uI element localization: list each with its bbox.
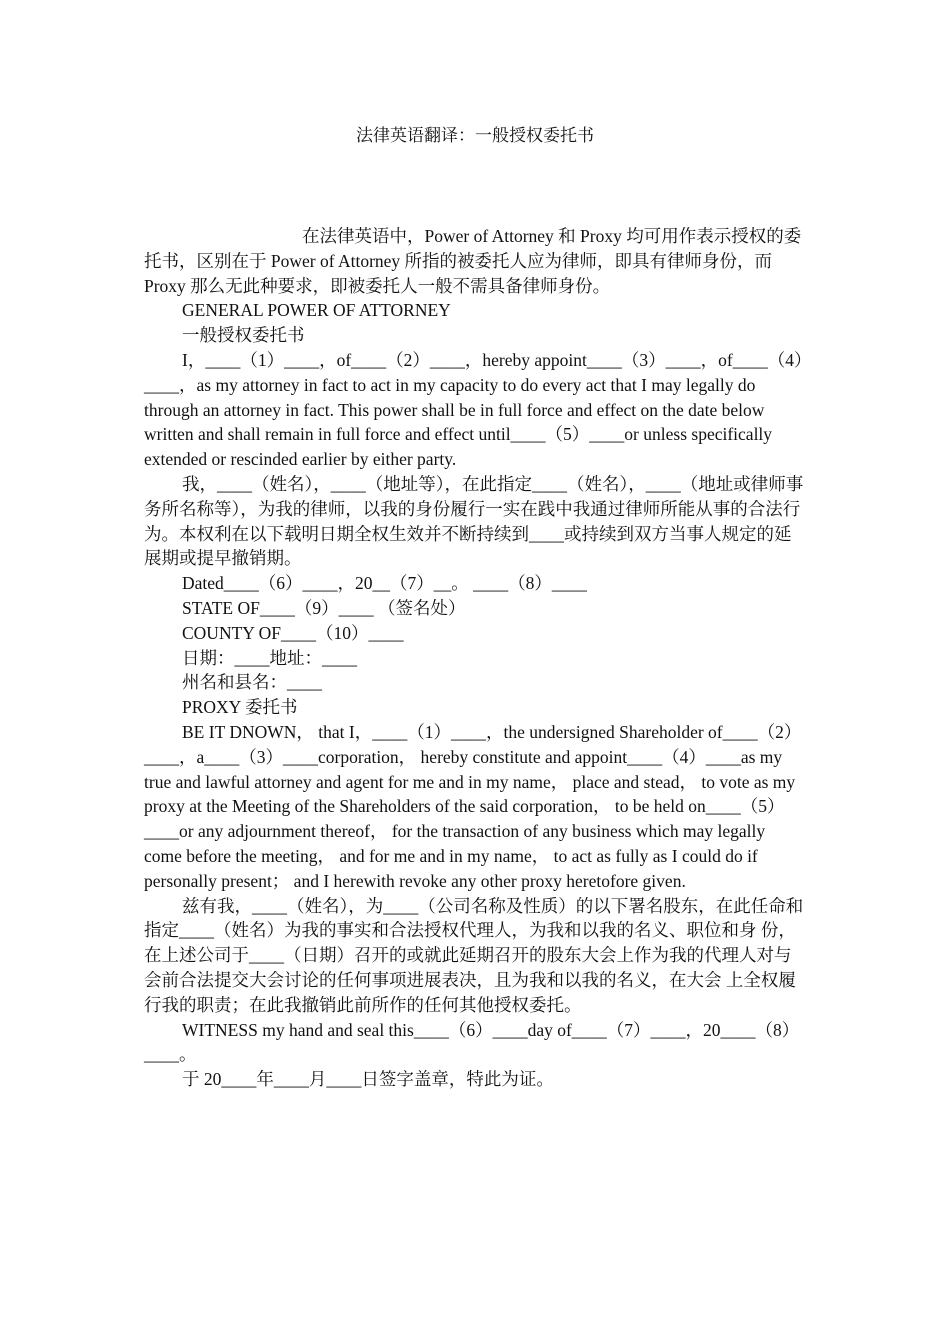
witness-en-line: WITNESS my hand and seal this____（6）____day of____（7）____，20____（8）____。: [144, 1019, 800, 1065]
document-title: 法律英语翻译：一般授权委托书: [356, 126, 594, 145]
heading-general-power-of-attorney: GENERAL POWER OF ATTORNEY: [182, 300, 451, 321]
proxy-cn-clause: 兹有我，____（姓名），为____（公司名称及性质）的以下署名股东，在此任命和指定____（姓名）为我的事实和合法授权代理人，为我和以我的名义、职位和身 份，在上述公司于____（日期）召开的或就此延期召开的股东大会上作为我的代理人对与会前合法提交大会讨论的任何事项进展表决，且为我和以我的名义，在大会 上全权履行我的职责；在此我撤销此前所作的任何其他授权委托。: [144, 895, 804, 1015]
dated-line: Dated____（6）____，20__（7）__。 ____（8）____: [182, 573, 587, 594]
state-county-name-line: 州名和县名：____: [182, 672, 322, 693]
state-line: STATE OF____（9）____ （签名处）: [182, 597, 466, 618]
power-of-attorney-en-clause: I，____（1）____，of____（2）____，hereby appoint____（3）____，of____（4）____，as my attorney in fact to act in my capacity to do every act that I may legally do through an attorney in fact. This power shall be in full force and effect on the date below written and shall remain in full force and effect until____（5）____or unless specifically extended or rescinded earlier by either party.: [144, 349, 803, 470]
heading-general-power-of-attorney-cn: 一般授权委托书: [182, 325, 305, 346]
power-of-attorney-cn-clause: 我，____（姓名），____（地址等），在此指定____（姓名），____（地址或律师事务所名称等），为我的律师，以我的身份履行一实在践中我通过律师所能从事的合法行为。本权利在以下载明日期全权生效并不断持续到____或持续到双方当事人规定的延展期或提早撤销期。: [144, 473, 804, 569]
county-line: COUNTY OF____（10）____: [182, 622, 404, 643]
date-address-line: 日期：____地址：____: [182, 647, 357, 668]
proxy-en-clause: BE IT DNOWN， that I，____（1）____，the undersigned Shareholder of____（2）____，a____（3）____corporation， hereby constitute and appoint____（4）____as my true and lawful attorney and agent for me and in my name， place and stead， to vote as my proxy at the Meeting of the Shareholders of the said corporation， to be held on____（5）____or any adjournment thereof， for the transaction of any business which may legally come before the meeting， and for me and in my name， to act as fully as I could do if personally present； and I herewith revoke any other proxy heretofore given.: [144, 721, 802, 891]
intro-paragraph: 在法律英语中，Power of Attorney 和 Proxy 均可用作表示授权的委托书，区别在于 Power of Attorney 所指的被委托人应为律师，即具有律师身份，而 Proxy 那么无此种要求，即被委托人一般不需具备律师身份。: [144, 226, 802, 296]
heading-proxy: PROXY 委托书: [182, 697, 298, 718]
witness-cn-line: 于 20____年____月____日签字盖章，特此为证。: [182, 1069, 554, 1090]
document-body: [144, 224, 804, 1092]
